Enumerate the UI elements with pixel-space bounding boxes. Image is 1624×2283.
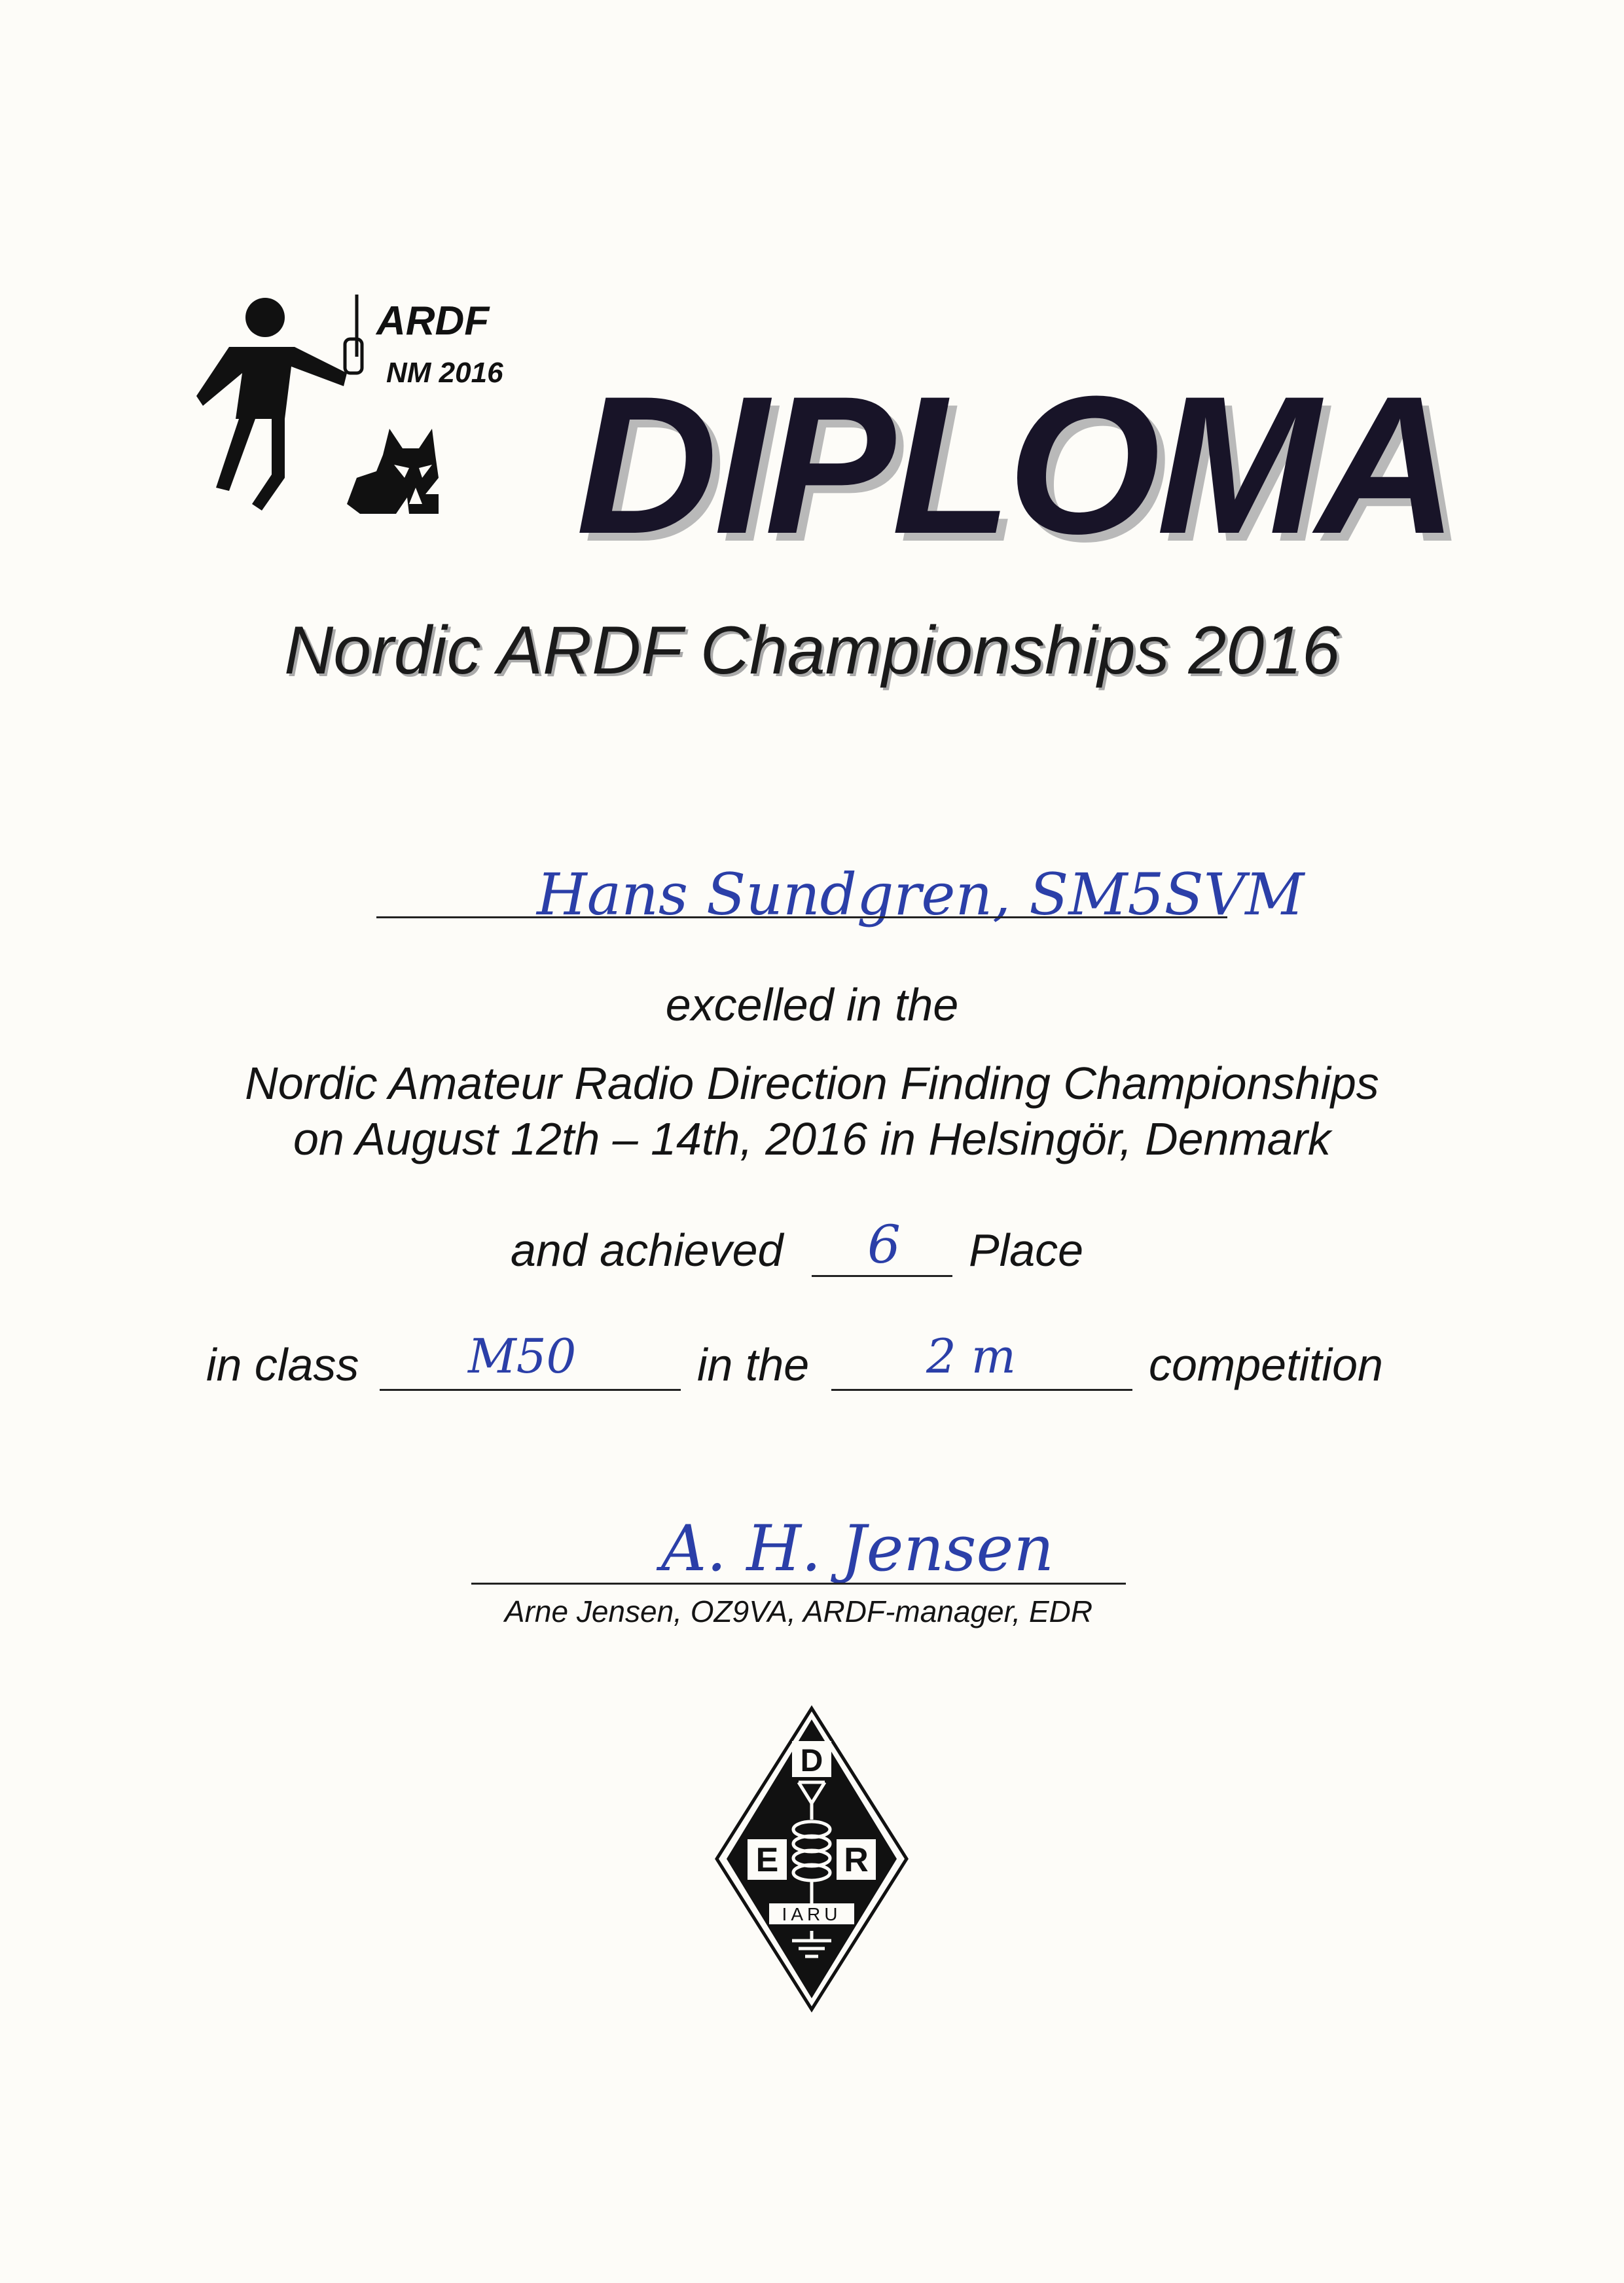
band-line (831, 1389, 1132, 1391)
logo-ardf-text: ARDF (376, 298, 490, 344)
signature: A. H. Jensen (661, 1512, 1055, 1585)
placement-suffix: Place (969, 1225, 1084, 1276)
seal-band-text: IARU (782, 1904, 842, 1924)
seal-letter-e: E (755, 1841, 779, 1879)
lynx-icon (347, 429, 439, 514)
body-line-1: excelled in the (665, 979, 959, 1030)
class-middle: in the (697, 1339, 810, 1390)
recipient-name: Hans Sundgren, SM5SVM (537, 861, 1305, 928)
seal-letter-d: D (800, 1744, 823, 1778)
class-prefix: in class (206, 1339, 359, 1390)
edr-seal (713, 1705, 910, 2013)
recipient-line (376, 916, 1227, 918)
class-value: M50 (468, 1329, 577, 1384)
seal-letter-r: R (844, 1841, 869, 1879)
placement-line (812, 1275, 952, 1277)
runner-icon (196, 298, 347, 511)
class-line (380, 1389, 681, 1391)
signature-line (471, 1583, 1126, 1585)
body-line-2: Nordic Amateur Radio Direction Finding Championships (245, 1058, 1379, 1109)
placement-value: 6 (867, 1214, 901, 1275)
diploma-heading: DIPLOMA (576, 355, 1454, 575)
placement-prefix: and achieved (511, 1225, 784, 1276)
class-suffix: competition (1149, 1339, 1383, 1390)
championship-title: Nordic ARDF Championships 2016 (284, 613, 1340, 689)
band-value: 2 m (926, 1329, 1016, 1384)
signature-caption: Arne Jensen, OZ9VA, ARDF-manager, EDR (504, 1594, 1093, 1628)
logo-event-text: NM 2016 (386, 357, 503, 389)
body-line-3: on August 12th – 14th, 2016 in Helsingör, Denmark (293, 1113, 1331, 1164)
antenna-icon (345, 295, 362, 373)
